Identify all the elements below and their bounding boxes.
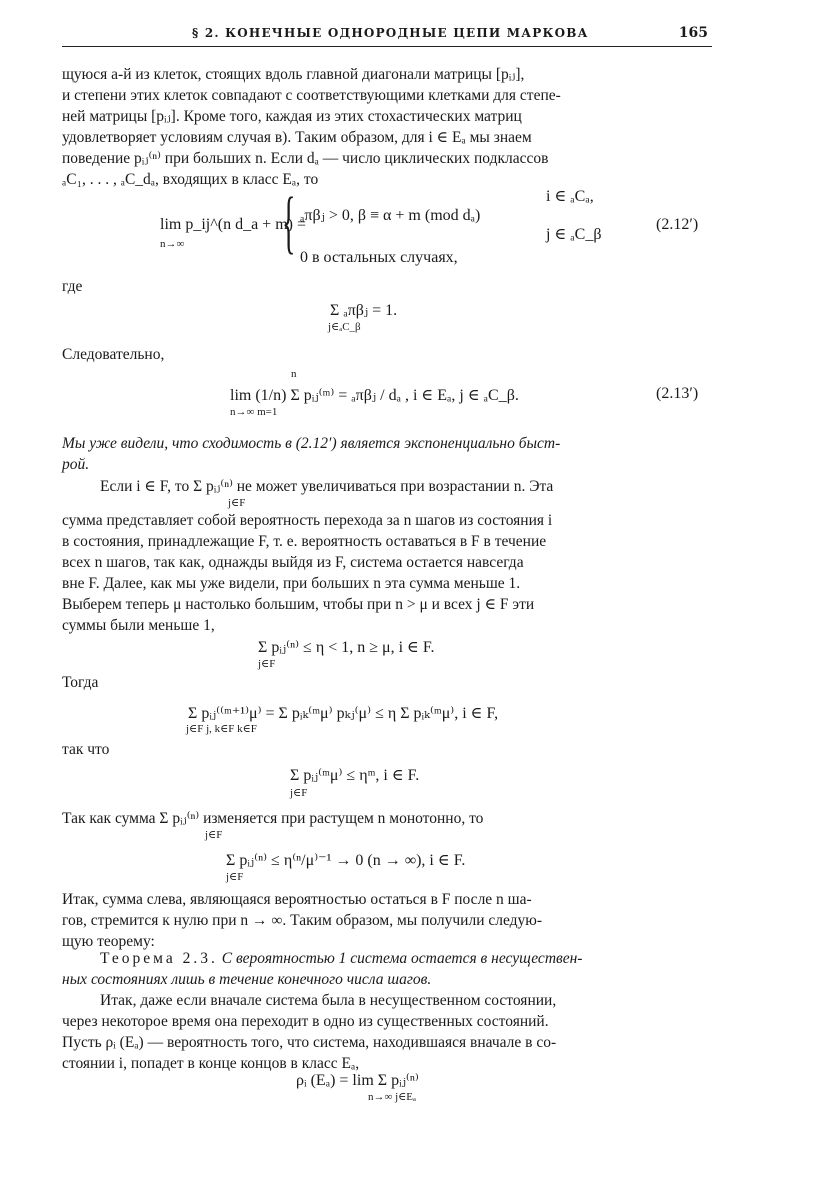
text-line-italic: рой.	[62, 456, 90, 473]
text-where: где	[62, 278, 83, 295]
text-line-italic: Мы уже видели, что сходимость в (2.12′) является экспоненциально быст-	[62, 435, 561, 452]
text-consequently: Следовательно,	[62, 346, 165, 363]
text-line: щуюся a-й из клеток, стоящих вдоль главной диагонали матрицы [pᵢⱼ],	[62, 66, 525, 83]
theorem-label: Теорема 2.3.	[100, 950, 218, 967]
text-line: стоянии i, попадет в конце концов в класс Eₐ,	[62, 1055, 360, 1072]
text-line: Пусть ρᵢ (Eₐ) — вероятность того, что система, находившаяся вначале в со-	[62, 1034, 557, 1051]
text-line: Итак, даже если вначале система была в несущественном состоянии,	[100, 992, 557, 1009]
text-line: через некоторое время она переходит в одно из существенных состояний.	[62, 1013, 549, 1030]
theorem-line	[100, 948, 712, 969]
header-title: § 2. КОНЕЧНЫЕ ОДНОРОДНЫЕ ЦЕПИ МАРКОВА	[192, 26, 589, 40]
eq-then-subs: j∈F j, k∈F k∈F	[186, 723, 257, 735]
theorem-line: ных состояниях лишь в течение конечного числа шагов.	[62, 971, 432, 988]
eq-213-sup: n	[291, 368, 297, 380]
text-line: ней матрицы [pᵢⱼ]. Кроме того, каждая из этих стохастических матриц	[62, 108, 522, 125]
text-so-that: так что	[62, 741, 110, 758]
text-line: в состояния, принадлежащие F, т. е. вероятность оставаться в F в течение	[62, 533, 547, 550]
text-line: Если i ∈ F, то Σ pᵢⱼ⁽ⁿ⁾ не может увеличиваться при возрастании n. Эта	[100, 478, 554, 495]
text-line: сумма представляет собой вероятность перехода за n шагов из состояния i	[62, 512, 553, 529]
sum-index: j∈F	[205, 829, 223, 841]
sum-index: j∈F	[290, 787, 308, 799]
text-line: и степени этих клеток совпадают с соответствующими клетками для степе-	[62, 87, 561, 104]
eq-eta: Σ pᵢⱼ⁽ⁿ⁾ ≤ η < 1, n ≥ μ, i ∈ F.	[258, 639, 435, 656]
text-then: Тогда	[62, 674, 99, 691]
eq-so: Σ pᵢⱼ⁽ᵐμ⁾ ≤ ηᵐ, i ∈ F.	[290, 767, 420, 784]
eq-cond1: i ∈ ₐCₐ,	[546, 188, 594, 205]
page-number: 165	[678, 25, 708, 41]
text-line: удовлетворяет условиям случая в). Таким образом, для i ∈ Eₐ мы знаем	[62, 129, 532, 146]
left-brace: {	[282, 184, 296, 261]
eq-sum1: Σ ₐπβⱼ = 1.	[330, 302, 398, 319]
text-line: Так как сумма Σ pᵢⱼ⁽ⁿ⁾ изменяется при растущем n монотонно, то	[62, 810, 484, 827]
text-line: вне F. Далее, как мы уже видели, при больших n эта сумма меньше 1.	[62, 575, 521, 592]
text-line: Выберем теперь μ настолько большим, чтобы при n > μ и всех j ∈ F эти	[62, 596, 535, 613]
eq-lhs: lim p_ij^(n d_a + m) =	[160, 216, 306, 233]
eq-213-body: lim (1/n) Σ pᵢⱼ⁽ᵐ⁾ = ₐπβⱼ / dₐ , i ∈ Eₐ, j ∈ ₐC_β.	[230, 387, 519, 404]
eq-lhs-sub: n→∞	[160, 238, 185, 250]
text-line: Итак, сумма слева, являющаяся вероятностью остаться в F после n ша-	[62, 891, 532, 908]
eq-limit: Σ pᵢⱼ⁽ⁿ⁾ ≤ η⁽ⁿ/μ⁾⁻¹ → 0 (n → ∞), i ∈ F.	[226, 852, 466, 869]
eq-rho-sub: n→∞ j∈Eₐ	[368, 1091, 417, 1103]
text-line: суммы были меньше 1,	[62, 617, 215, 634]
eq-rho: ρᵢ (Eₐ) = lim Σ pᵢⱼ⁽ⁿ⁾	[296, 1072, 419, 1089]
sum-index: j∈F	[228, 497, 246, 509]
eq-sum1-sub: j∈ₐC_β	[328, 321, 361, 333]
equation-number: (2.13′)	[656, 385, 699, 402]
sum-index: j∈F	[226, 871, 244, 883]
sum-index: j∈F	[258, 658, 276, 670]
equation-number: (2.12′)	[656, 216, 699, 233]
text-line: гов, стремится к нулю при n → ∞. Таким образом, мы получили следую-	[62, 912, 543, 929]
eq-213-sub: n→∞ m=1	[230, 406, 278, 418]
text-line: поведение pᵢⱼ⁽ⁿ⁾ при больших n. Если dₐ — число циклических подклассов	[62, 150, 549, 167]
text-line: щую теорему:	[62, 933, 155, 950]
eq-case2: 0 в остальных случаях,	[300, 249, 458, 266]
eq-cond2: j ∈ ₐC_β	[546, 226, 602, 243]
text-line: ₐC₁, . . . , ₐC_dₐ, входящих в класс Eₐ, то	[62, 171, 319, 188]
eq-case1: ₐπβⱼ > 0, β ≡ α + m (mod dₐ)	[300, 207, 481, 224]
eq-then: Σ pᵢⱼ⁽⁽ᵐ⁺¹⁾μ⁾ = Σ pᵢₖ⁽ᵐμ⁾ pₖⱼ⁽μ⁾ ≤ η Σ pᵢₖ⁽ᵐμ⁾, i ∈ F,	[188, 705, 499, 722]
running-header	[62, 24, 712, 47]
theorem-text: С вероятностью 1 система остается в несуществен-	[217, 950, 583, 967]
text-line: всех n шагов, так как, однажды выйдя из F, система остается навсегда	[62, 554, 524, 571]
